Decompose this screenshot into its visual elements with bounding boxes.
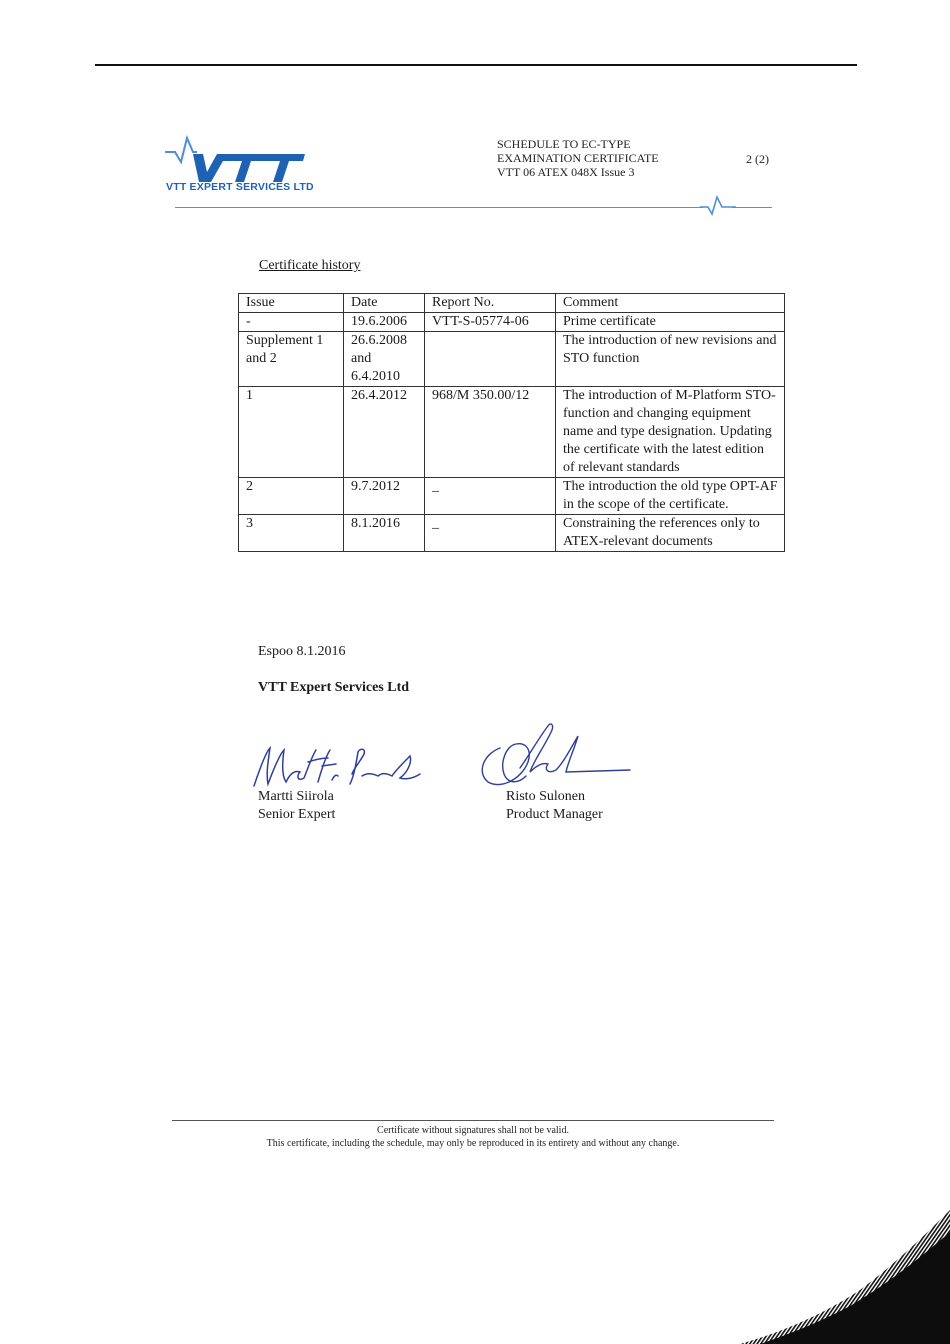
footer-notice-2: This certificate, including the schedule, may only be reproduced in its entirety and without any change.: [266, 1138, 680, 1149]
table-row: [239, 313, 785, 332]
cell-date: 26.4.2012: [344, 387, 425, 478]
cell-date: 9.7.2012: [344, 478, 425, 515]
table-row: [239, 515, 785, 552]
organization-name: VTT Expert Services Ltd: [258, 680, 410, 695]
header-rule: [175, 207, 703, 208]
place-and-date: Espoo 8.1.2016: [258, 644, 346, 659]
cell-comment: Prime certificate: [556, 313, 785, 332]
signer-name: Martti Siirola: [258, 789, 334, 804]
footer-notice-1: Certificate without signatures shall not be valid.: [377, 1125, 569, 1136]
top-rule: [95, 64, 857, 66]
cell-report: [425, 332, 556, 387]
signer-name: Risto Sulonen: [506, 789, 585, 804]
column-header-comment: Comment: [556, 294, 785, 313]
column-header-date: Date: [344, 294, 425, 313]
header-line-2: EXAMINATION CERTIFICATE: [497, 151, 659, 165]
table-header-row: [239, 294, 785, 313]
cell-report: 968/M 350.00/12: [425, 387, 556, 478]
signer-1: [258, 788, 335, 824]
section-title: Certificate history: [259, 258, 361, 273]
scan-corner-shadow: [740, 1210, 950, 1344]
signer-2: [506, 788, 603, 824]
header-line-1: SCHEDULE TO EC-TYPE: [497, 137, 631, 151]
table-row: [239, 478, 785, 515]
logo-text: VTT EXPERT SERVICES LTD: [166, 181, 314, 193]
table-row: [239, 387, 785, 478]
cell-report: _: [425, 478, 556, 515]
cell-date: 8.1.2016: [344, 515, 425, 552]
cell-report: VTT-S-05774-06: [425, 313, 556, 332]
signature-risto-sulonen: [470, 718, 640, 798]
certificate-history-table: [238, 293, 785, 552]
cell-comment: The introduction the old type OPT-AF in the scope of the certificate.: [556, 478, 785, 515]
cell-comment: Constraining the references only to ATEX-relevant documents: [556, 515, 785, 552]
header-pulse-icon: [700, 194, 736, 216]
cell-date: 26.6.2008 and 6.4.2010: [344, 332, 425, 387]
header-rule-end: [732, 207, 772, 208]
cell-issue: 1: [239, 387, 344, 478]
column-header-issue: Issue: [239, 294, 344, 313]
cell-issue: -: [239, 313, 344, 332]
cell-report: _: [425, 515, 556, 552]
page-number: 2 (2): [746, 152, 769, 166]
cell-comment: The introduction of M-Platform STO-function and changing equipment name and type designation. Updating the certificate with the latest edition of relevant standards: [556, 387, 785, 478]
cell-date: 19.6.2006: [344, 313, 425, 332]
signature-martti-siirola: [250, 738, 425, 793]
cell-issue: 3: [239, 515, 344, 552]
header-line-3: VTT 06 ATEX 048X Issue 3: [497, 165, 635, 179]
document-header: [497, 137, 659, 179]
footer-rule: [172, 1120, 774, 1121]
signer-title: Senior Expert: [258, 807, 336, 822]
cell-issue: Supplement 1 and 2: [239, 332, 344, 387]
signer-title: Product Manager: [506, 807, 603, 822]
cell-comment: The introduction of new revisions and STO function: [556, 332, 785, 387]
cell-issue: 2: [239, 478, 344, 515]
column-header-report: Report No.: [425, 294, 556, 313]
table-row: [239, 332, 785, 387]
